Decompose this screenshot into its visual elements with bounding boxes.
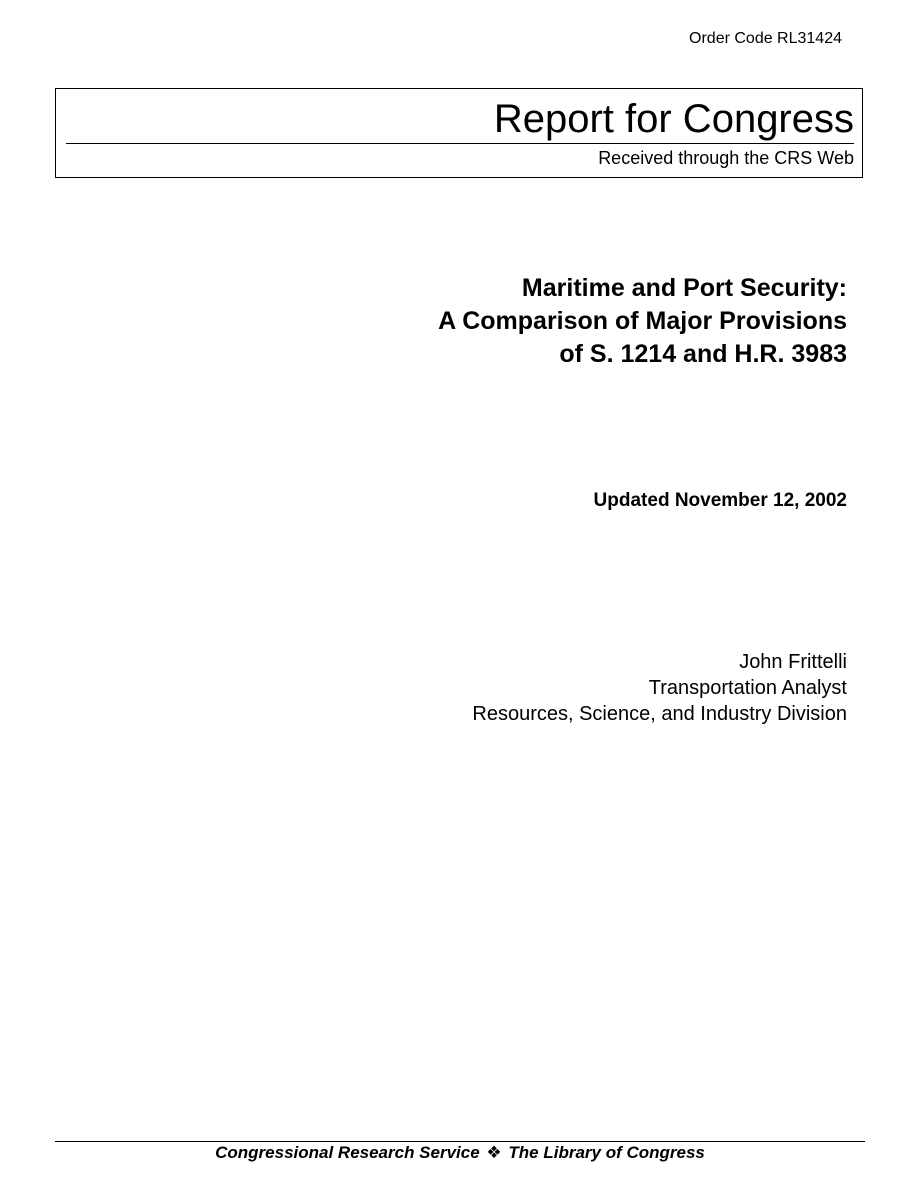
document-title-line-3: of S. 1214 and H.R. 3983 [559, 340, 847, 368]
footer [0, 1143, 920, 1163]
report-header-subtitle: Received through the CRS Web [598, 148, 854, 168]
updated-date: Updated November 12, 2002 [593, 490, 847, 511]
author-division: Resources, Science, and Industry Division [472, 703, 847, 725]
document-title-line-1: Maritime and Port Security: [521, 274, 847, 302]
report-header-title: Report for Congress [493, 97, 854, 141]
author-position: Transportation Analyst [648, 677, 847, 699]
document-title-line-2: A Comparison of Major Provisions [438, 307, 847, 335]
footer-library: The Library of Congress [508, 1143, 705, 1162]
author-block [472, 649, 847, 727]
footer-crs: Congressional Research Service [215, 1143, 480, 1162]
author-name: John Frittelli [739, 651, 847, 673]
report-header-box [55, 88, 863, 178]
footer-divider [55, 1141, 865, 1142]
document-title [438, 272, 847, 371]
header-divider [66, 143, 854, 144]
four-diamond-icon: ❖ [486, 1143, 502, 1162]
order-code: Order Code RL31424 [689, 30, 842, 47]
